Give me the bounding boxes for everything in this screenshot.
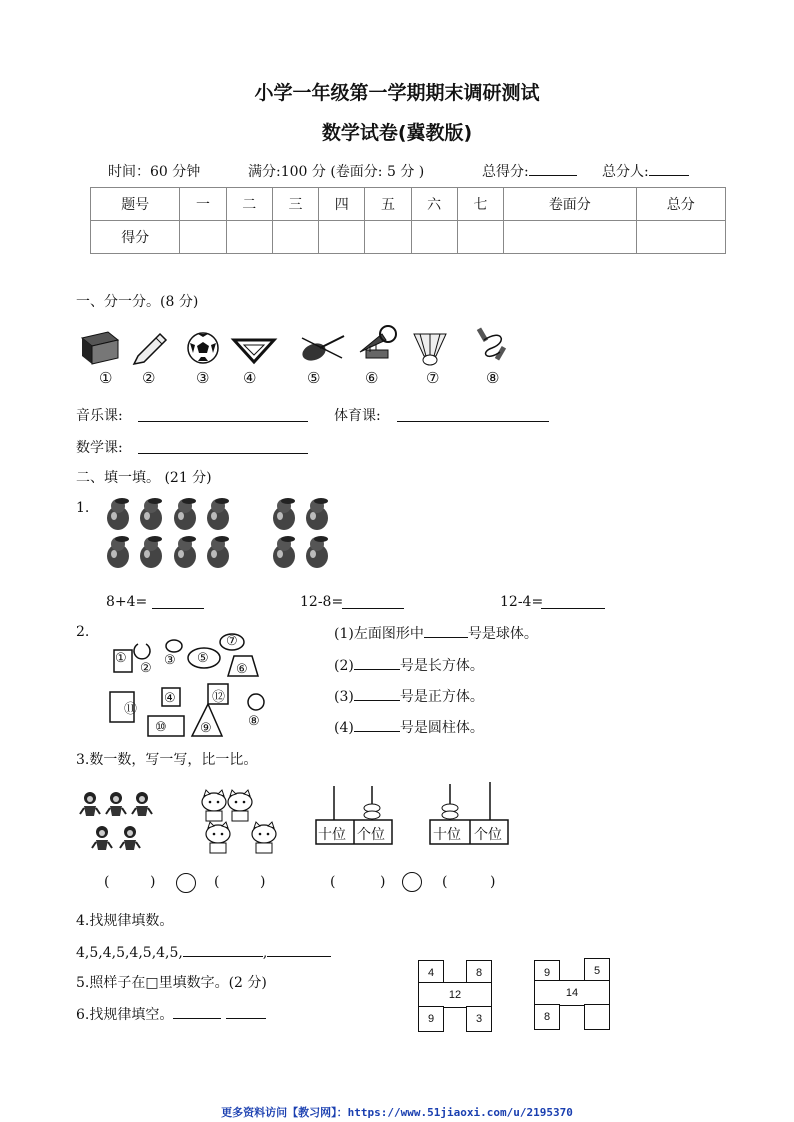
q4-sequence <box>76 942 331 961</box>
footer-link[interactable]: 更多资料访问【教习网】：https://www.51jiaoxi.com/u/2195370 <box>221 1106 573 1119</box>
q2-item-2-suffix: 号是长方体。 <box>399 658 484 674</box>
shape-label: ⑫ <box>212 690 226 705</box>
score-cell[interactable] <box>319 221 365 254</box>
kitten-icon <box>202 790 226 821</box>
solid-shapes-illustration <box>108 632 268 742</box>
abacus-1-ones-label: 个位 <box>357 826 385 842</box>
paren-close: ) <box>260 874 266 890</box>
shape-label: ⑦ <box>226 634 238 649</box>
shape-label: ⑩ <box>155 720 167 735</box>
score-cell[interactable] <box>636 221 725 254</box>
question-number: 2. <box>76 624 90 640</box>
score-table-score-row <box>91 221 726 254</box>
score-cell[interactable] <box>365 221 411 254</box>
q2-item-4 <box>334 717 484 737</box>
question-6 <box>76 1004 266 1024</box>
item-number: ⑥ <box>365 369 379 387</box>
paren-open: ( <box>330 874 336 890</box>
section1-title: 一、分一分。(8 分) <box>76 294 199 310</box>
cylinder-shape <box>166 640 182 652</box>
q2-item-4-prefix: (4) <box>334 720 354 736</box>
abacus-1-tens-label: 十位 <box>318 826 346 842</box>
violin-icon <box>296 328 348 368</box>
q6-blank-1[interactable] <box>173 1004 221 1019</box>
score-table-header: 六 <box>411 188 457 221</box>
exam-subtitle: 数学试卷(冀教版) <box>321 122 473 144</box>
q4-sequence-text: 4,5,4,5,4,5,4,5, <box>76 945 183 961</box>
shape-label: ⑤ <box>197 651 209 666</box>
h2-bottom-right-blank[interactable] <box>584 1004 610 1030</box>
music-class-label: 音乐课: <box>76 408 123 424</box>
kittens-illustration <box>200 790 290 860</box>
question-6-text: 6.找规律填空。 <box>76 1007 174 1023</box>
item-number: ⑤ <box>307 369 321 387</box>
h2-bottom-left: 8 <box>534 1004 560 1030</box>
sphere-shape <box>134 644 150 659</box>
question-5: 5.照样子在□里填数字。(2 分) <box>76 975 267 991</box>
equation-2: 12-8= <box>300 594 344 610</box>
paren-close: ) <box>150 874 156 890</box>
equation-3: 12-4= <box>500 594 544 610</box>
shape-label: ⑨ <box>200 721 212 736</box>
monkey-icon <box>80 792 100 816</box>
item-number: ② <box>142 369 156 387</box>
abacus-2-tens-label: 十位 <box>433 826 461 842</box>
soccer-ball-icon <box>186 331 220 365</box>
total-score-field <box>482 161 577 181</box>
paren-close: ) <box>380 874 386 890</box>
score-table-header: 七 <box>457 188 503 221</box>
equation-1-answer[interactable] <box>152 607 204 609</box>
full-score-info: 满分:100 分 (卷面分: 5 分 ) <box>248 164 425 180</box>
q2-item-1-suffix: 号是球体。 <box>467 626 538 642</box>
shape-label: ⑥ <box>236 662 248 677</box>
shape-label: ⑪ <box>124 702 138 717</box>
triangle-ruler-icon <box>232 338 276 364</box>
h1-top-right: 8 <box>466 960 492 986</box>
q2-item-1-blank[interactable] <box>424 623 468 638</box>
score-table-header-row <box>91 188 726 221</box>
pe-answer-line[interactable] <box>397 420 549 422</box>
total-score-label: 总得分: <box>482 164 529 180</box>
score-table-header: 卷面分 <box>504 188 637 221</box>
equation-1: 8+4= <box>106 594 148 610</box>
q2-item-3-prefix: (3) <box>334 689 354 705</box>
compare-circle-1[interactable] <box>176 873 196 893</box>
q2-item-4-blank[interactable] <box>354 717 400 732</box>
book-icon <box>80 328 120 368</box>
music-answer-line[interactable] <box>138 420 308 422</box>
score-table <box>90 187 726 254</box>
score-table-header: 总分 <box>636 188 725 221</box>
item-number: ④ <box>243 369 257 387</box>
paren-open: ( <box>104 874 110 890</box>
score-cell[interactable] <box>411 221 457 254</box>
score-table-header: 题号 <box>91 188 180 221</box>
checker-label: 总分人: <box>602 164 649 180</box>
h2-top-right: 5 <box>584 958 610 984</box>
q4-comma: , <box>262 945 268 961</box>
question-3: 3.数一数，写一写，比一比。 <box>76 752 258 768</box>
checker-blank[interactable] <box>649 161 689 176</box>
q4-blank-2[interactable] <box>267 942 331 957</box>
pe-class-label: 体育课: <box>334 408 381 424</box>
score-cell[interactable] <box>457 221 503 254</box>
paren-open: ( <box>442 874 448 890</box>
h1-bottom-right: 3 <box>466 1006 492 1032</box>
pears-illustration <box>104 496 334 572</box>
jump-rope-icon <box>472 322 512 366</box>
trumpet-icon <box>356 322 400 366</box>
q2-item-3 <box>334 686 484 706</box>
score-cell[interactable] <box>272 221 318 254</box>
time-info: 时间：60 分钟 <box>108 164 201 180</box>
q2-item-1-prefix: (1)左面图形中 <box>334 626 424 642</box>
h1-middle: 12 <box>418 982 492 1008</box>
item-number: ① <box>99 369 113 387</box>
score-table-header: 三 <box>272 188 318 221</box>
q6-blank-2[interactable] <box>226 1004 266 1019</box>
paren-close: ) <box>490 874 496 890</box>
equation-3-answer[interactable] <box>541 607 605 609</box>
q2-item-3-suffix: 号是正方体。 <box>399 689 484 705</box>
score-cell[interactable] <box>226 221 272 254</box>
q2-item-1 <box>334 623 538 643</box>
question-4: 4.找规律填数。 <box>76 913 174 929</box>
math-class-label: 数学课: <box>76 440 123 456</box>
h1-bottom-left: 9 <box>418 1006 444 1032</box>
exam-title: 小学一年级第一学期期末调研测试 <box>254 82 540 104</box>
shape-label: ② <box>140 661 152 676</box>
q4-blank-1[interactable] <box>183 942 263 957</box>
item-number: ⑧ <box>486 369 500 387</box>
q2-item-2-prefix: (2) <box>334 658 354 674</box>
shape-label: ④ <box>164 691 176 706</box>
shuttlecock-icon <box>410 330 450 368</box>
score-cell[interactable] <box>180 221 226 254</box>
checker-field <box>602 161 689 181</box>
score-table-header: 一 <box>180 188 226 221</box>
shape-label: ③ <box>164 653 176 668</box>
pencil-icon <box>128 330 168 368</box>
shape-label: ⑧ <box>248 714 260 729</box>
q2-item-2 <box>334 655 484 675</box>
small-sphere-shape <box>248 694 264 710</box>
equation-2-answer[interactable] <box>342 607 404 609</box>
score-table-header: 四 <box>319 188 365 221</box>
paren-open: ( <box>214 874 220 890</box>
abacus-2-ones-label: 个位 <box>474 826 502 842</box>
h1-top-left: 4 <box>418 960 444 986</box>
total-score-blank[interactable] <box>529 161 577 176</box>
score-table-header: 五 <box>365 188 411 221</box>
q2-item-2-blank[interactable] <box>354 655 400 670</box>
compare-circle-2[interactable] <box>402 872 422 892</box>
question-number: 1. <box>76 500 90 516</box>
pear-icon <box>107 498 129 530</box>
item-number: ⑦ <box>426 369 440 387</box>
math-answer-line[interactable] <box>138 452 308 454</box>
score-table-header: 二 <box>226 188 272 221</box>
h2-top-left: 9 <box>534 960 560 986</box>
shape-label: ① <box>115 651 127 666</box>
score-cell[interactable] <box>504 221 637 254</box>
score-row-label: 得分 <box>91 221 180 254</box>
h2-middle: 14 <box>534 980 610 1006</box>
section2-title: 二、填一填。 (21 分) <box>76 470 212 486</box>
monkeys-illustration <box>80 790 166 860</box>
q2-item-3-blank[interactable] <box>354 686 400 701</box>
item-number: ③ <box>196 369 210 387</box>
q2-item-4-suffix: 号是圆柱体。 <box>399 720 484 736</box>
